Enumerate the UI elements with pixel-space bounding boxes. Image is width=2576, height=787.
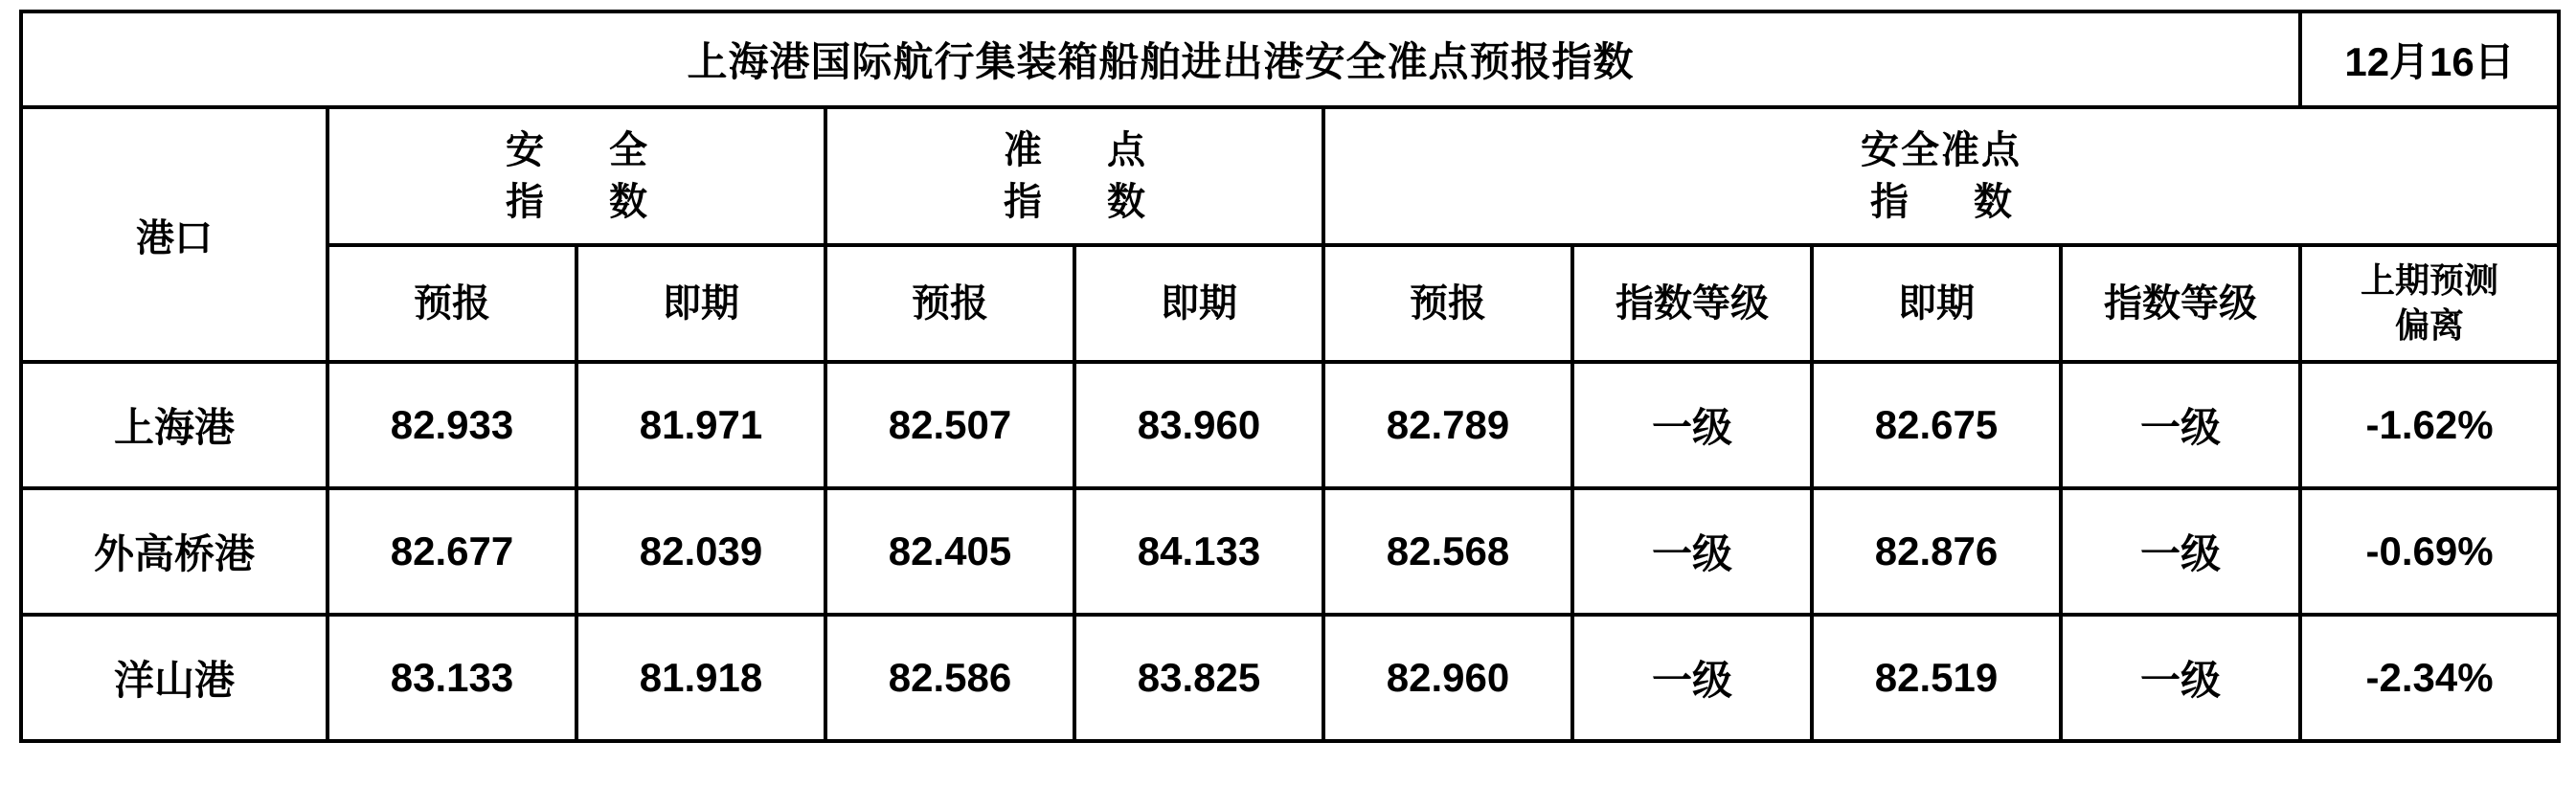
cell-port-name: 洋山港 bbox=[21, 615, 328, 741]
page-title: 上海港国际航行集装箱船舶进出港安全准点预报指数 bbox=[21, 11, 2300, 107]
group-header-safety-line2: 指 数 bbox=[506, 181, 661, 223]
group-header-combined bbox=[1323, 107, 2559, 245]
cell-combined-current-level: 一级 bbox=[2061, 615, 2300, 741]
group-header-combined-line1: 安全准点 bbox=[1861, 129, 2022, 171]
report-date: 12月16日 bbox=[2300, 11, 2559, 107]
column-header-punctuality-forecast: 预报 bbox=[825, 245, 1074, 362]
cell-combined-forecast: 82.960 bbox=[1323, 615, 1572, 741]
cell-combined-forecast-level: 一级 bbox=[1572, 615, 1812, 741]
cell-combined-current-level: 一级 bbox=[2061, 362, 2300, 488]
group-header-punctuality-line1: 准 点 bbox=[1004, 129, 1159, 171]
cell-safety-forecast: 82.933 bbox=[328, 362, 576, 488]
group-header-row bbox=[21, 107, 2559, 245]
column-header-safety-current: 即期 bbox=[576, 245, 825, 362]
column-header-combined-forecast-level: 指数等级 bbox=[1572, 245, 1812, 362]
cell-port-name: 上海港 bbox=[21, 362, 328, 488]
cell-safety-forecast: 83.133 bbox=[328, 615, 576, 741]
column-header-port: 港口 bbox=[21, 107, 328, 362]
cell-safety-current: 81.971 bbox=[576, 362, 825, 488]
group-header-combined-line2: 指 数 bbox=[1870, 181, 2026, 223]
cell-safety-forecast: 82.677 bbox=[328, 488, 576, 615]
cell-punctuality-forecast: 82.586 bbox=[825, 615, 1074, 741]
cell-deviation: -0.69% bbox=[2300, 488, 2559, 615]
cell-combined-forecast: 82.789 bbox=[1323, 362, 1572, 488]
cell-port-name: 外高桥港 bbox=[21, 488, 328, 615]
cell-safety-current: 82.039 bbox=[576, 488, 825, 615]
column-header-deviation-line2: 偏离 bbox=[2395, 305, 2465, 345]
column-header-combined-forecast: 预报 bbox=[1323, 245, 1572, 362]
cell-deviation: -2.34% bbox=[2300, 615, 2559, 741]
cell-combined-current: 82.876 bbox=[1812, 488, 2061, 615]
column-header-combined-current-level: 指数等级 bbox=[2061, 245, 2300, 362]
group-header-safety bbox=[328, 107, 825, 245]
cell-punctuality-forecast: 82.405 bbox=[825, 488, 1074, 615]
cell-combined-current: 82.519 bbox=[1812, 615, 2061, 741]
table-row bbox=[21, 488, 2559, 615]
cell-combined-current-level: 一级 bbox=[2061, 488, 2300, 615]
sub-header-row bbox=[21, 245, 2559, 362]
cell-combined-forecast: 82.568 bbox=[1323, 488, 1572, 615]
cell-combined-forecast-level: 一级 bbox=[1572, 488, 1812, 615]
column-header-deviation bbox=[2300, 245, 2559, 362]
table-row bbox=[21, 362, 2559, 488]
table-row bbox=[21, 615, 2559, 741]
cell-deviation: -1.62% bbox=[2300, 362, 2559, 488]
cell-punctuality-forecast: 82.507 bbox=[825, 362, 1074, 488]
cell-combined-forecast-level: 一级 bbox=[1572, 362, 1812, 488]
cell-punctuality-current: 84.133 bbox=[1074, 488, 1323, 615]
cell-punctuality-current: 83.825 bbox=[1074, 615, 1323, 741]
group-header-punctuality bbox=[825, 107, 1323, 245]
group-header-punctuality-line2: 指 数 bbox=[1004, 181, 1159, 223]
column-header-combined-current: 即期 bbox=[1812, 245, 2061, 362]
column-header-punctuality-current: 即期 bbox=[1074, 245, 1323, 362]
cell-punctuality-current: 83.960 bbox=[1074, 362, 1323, 488]
column-header-deviation-line1: 上期预测 bbox=[2361, 260, 2499, 301]
cell-safety-current: 81.918 bbox=[576, 615, 825, 741]
title-row bbox=[21, 11, 2559, 107]
forecast-index-table bbox=[19, 10, 2561, 743]
group-header-safety-line1: 安 全 bbox=[506, 129, 661, 171]
column-header-safety-forecast: 预报 bbox=[328, 245, 576, 362]
cell-combined-current: 82.675 bbox=[1812, 362, 2061, 488]
